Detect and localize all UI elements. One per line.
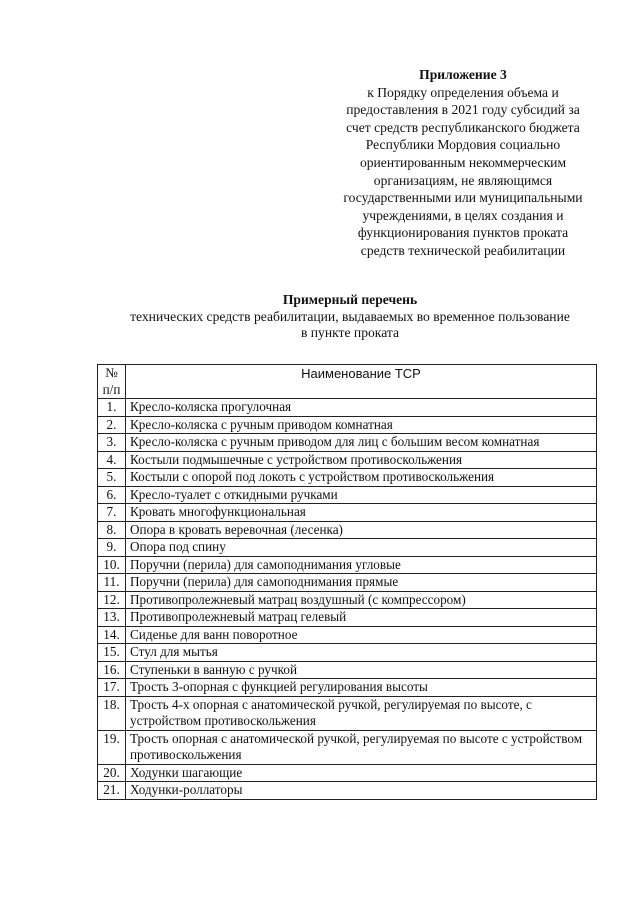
table-row bbox=[98, 451, 597, 469]
row-number: 21. bbox=[98, 782, 126, 800]
row-name: Трость 3-опорная с функцией регулирования высоты bbox=[126, 679, 597, 697]
table-row bbox=[98, 644, 597, 662]
row-name: Ходунки шагающие bbox=[126, 764, 597, 782]
row-number: 16. bbox=[98, 661, 126, 679]
row-name: Поручни (перила) для самоподнимания прямые bbox=[126, 574, 597, 592]
table-row bbox=[98, 626, 597, 644]
row-number: 17. bbox=[98, 679, 126, 697]
row-name: Поручни (перила) для самоподнимания угловые bbox=[126, 556, 597, 574]
row-number: 20. bbox=[98, 764, 126, 782]
row-name: Кресло-коляска с ручным приводом для лиц с большим весом комнатная bbox=[126, 434, 597, 452]
row-number: 19. bbox=[98, 730, 126, 764]
row-number: 9. bbox=[98, 539, 126, 557]
table-row bbox=[98, 486, 597, 504]
heading-line: технических средств реабилитации, выдаваемых во временное пользование bbox=[130, 308, 570, 324]
row-number: 8. bbox=[98, 521, 126, 539]
table-body bbox=[98, 399, 597, 800]
row-name: Опора под спину bbox=[126, 539, 597, 557]
appendix-line: учреждениями, в целях создания и bbox=[362, 207, 564, 223]
table-row bbox=[98, 609, 597, 627]
row-name: Трость опорная с анатомической ручкой, регулируемая по высоте с устройством противоскольжения bbox=[126, 730, 597, 764]
table-row bbox=[98, 469, 597, 487]
appendix-line: Республики Мордовия социально bbox=[365, 137, 561, 153]
appendix-line: средств технической реабилитации bbox=[360, 242, 566, 258]
row-name: Сиденье для ванн поворотное bbox=[126, 626, 597, 644]
row-name: Противопролежневый матрац воздушный (с компрессором) bbox=[126, 591, 597, 609]
appendix-line: организациям, не являющимся bbox=[373, 172, 553, 188]
table-row bbox=[98, 696, 597, 730]
row-name: Кресло-коляска прогулочная bbox=[126, 399, 597, 417]
table-row bbox=[98, 416, 597, 434]
number-sign: № bbox=[105, 365, 118, 380]
appendix-line: к Порядку определения объема и bbox=[367, 84, 559, 100]
appendix-line: государственными или муниципальными bbox=[343, 190, 583, 206]
row-name: Противопролежневый матрац гелевый bbox=[126, 609, 597, 627]
row-name: Стул для мытья bbox=[126, 644, 597, 662]
row-number: 11. bbox=[98, 574, 126, 592]
table-header-row bbox=[98, 365, 597, 399]
row-name: Трость 4-х опорная с анатомической ручкой, регулируемая по высоте, с устройством противоскольжения bbox=[126, 696, 597, 730]
appendix-title: Приложение 3 bbox=[419, 67, 507, 82]
row-number: 3. bbox=[98, 434, 126, 452]
table-row bbox=[98, 730, 597, 764]
row-number: 7. bbox=[98, 504, 126, 522]
row-number: 1. bbox=[98, 399, 126, 417]
table-row bbox=[98, 782, 597, 800]
row-name: Кресло-коляска с ручным приводом комнатная bbox=[126, 416, 597, 434]
row-name: Ходунки-роллаторы bbox=[126, 782, 597, 800]
heading-line: в пункте проката bbox=[300, 325, 400, 340]
table-row bbox=[98, 504, 597, 522]
column-header-name: Наименование ТСР bbox=[126, 365, 597, 399]
row-name: Ступеньки в ванную с ручкой bbox=[126, 661, 597, 679]
row-name: Опора в кровать веревочная (лесенка) bbox=[126, 521, 597, 539]
row-name: Костыли с опорой под локоть с устройством противоскольжения bbox=[126, 469, 597, 487]
row-number: 14. bbox=[98, 626, 126, 644]
row-name: Кресло-туалет с откидными ручками bbox=[126, 486, 597, 504]
appendix-line: ориентированным некоммерческим bbox=[359, 154, 567, 170]
table-row bbox=[98, 556, 597, 574]
row-number: 12. bbox=[98, 591, 126, 609]
table-row bbox=[98, 521, 597, 539]
appendix-line: счет средств республиканского бюджета bbox=[346, 119, 580, 135]
row-number: 13. bbox=[98, 609, 126, 627]
table-row bbox=[98, 399, 597, 417]
appendix-block bbox=[318, 66, 608, 260]
heading-title: Примерный перечень bbox=[282, 292, 418, 307]
row-number: 5. bbox=[98, 469, 126, 487]
appendix-line: предоставления в 2021 году субсидий за bbox=[346, 102, 580, 118]
tsr-table bbox=[97, 364, 597, 800]
row-number: 10. bbox=[98, 556, 126, 574]
table-row bbox=[98, 539, 597, 557]
row-name: Кровать многофункциональная bbox=[126, 504, 597, 522]
row-number: 4. bbox=[98, 451, 126, 469]
row-number: 6. bbox=[98, 486, 126, 504]
number-abbrev: п/п bbox=[102, 381, 121, 397]
column-header-number bbox=[98, 365, 126, 399]
row-number: 2. bbox=[98, 416, 126, 434]
table-row bbox=[98, 679, 597, 697]
row-name: Костыли подмышечные с устройством противоскольжения bbox=[126, 451, 597, 469]
table-row bbox=[98, 434, 597, 452]
table-row bbox=[98, 764, 597, 782]
row-number: 15. bbox=[98, 644, 126, 662]
list-heading bbox=[90, 292, 610, 342]
row-number: 18. bbox=[98, 696, 126, 730]
table-row bbox=[98, 574, 597, 592]
table-row bbox=[98, 661, 597, 679]
table-row bbox=[98, 591, 597, 609]
appendix-line: функционирования пунктов проката bbox=[357, 225, 569, 241]
